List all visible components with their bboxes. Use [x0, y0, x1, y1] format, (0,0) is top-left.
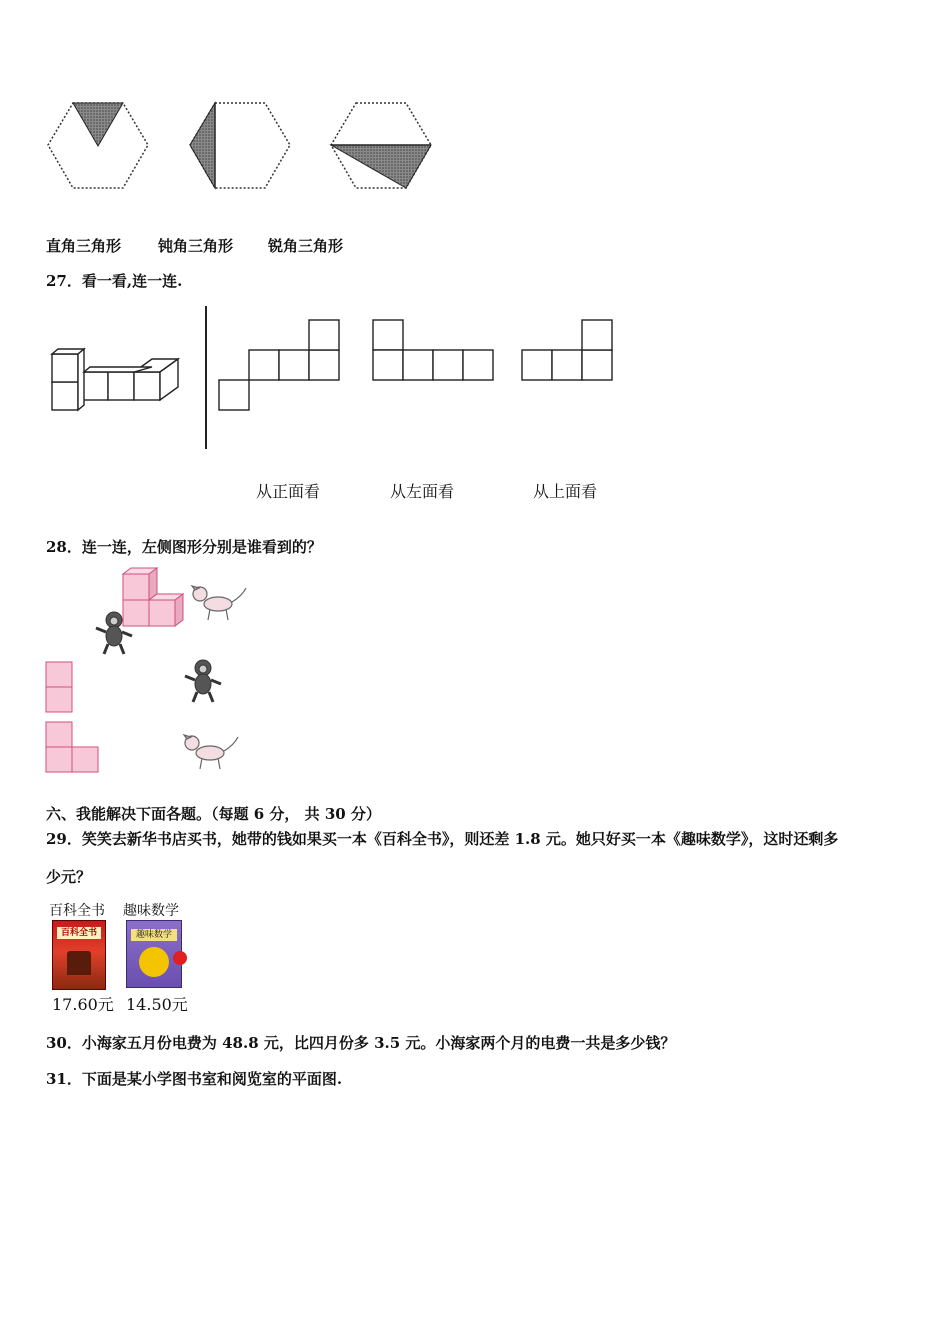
shaded-triangle: [190, 103, 215, 188]
q29-line2: 少元？: [46, 868, 92, 886]
book-title-2: 趣味数学: [123, 903, 179, 919]
triangle-label-right: 直角三角形: [46, 237, 122, 255]
q27-cube-solid: [48, 347, 188, 417]
label-top-view: 从上面看: [533, 482, 598, 501]
q27-prompt: 27．看一看,连一连.: [46, 272, 183, 290]
label-left-view: 从左面看: [390, 482, 455, 501]
divider-line: [205, 306, 207, 449]
dog-icon: [190, 582, 250, 622]
q30-text: 30．小海家五月份电费为 48.8 元，比四月份多 3.5 元。小海家两个月的电费一共是多少钱？: [46, 1034, 676, 1052]
sun-icon: [139, 947, 169, 977]
section-heading: 六、我能解决下面各题。（每题 6 分， 共 30 分）: [46, 805, 381, 823]
shaded-triangle: [331, 145, 431, 188]
q31-text: 31．下面是某小学图书室和阅览室的平面图.: [46, 1070, 343, 1088]
view-shape-3: [521, 318, 616, 383]
book-price-1: 17.60元: [52, 995, 114, 1014]
badge-icon: [173, 951, 187, 965]
label-front-view: 从正面看: [256, 482, 321, 501]
view-shape-1: [218, 318, 343, 413]
book-cover-1: [52, 920, 106, 990]
pink-view-2: [45, 721, 100, 773]
dog-icon: [182, 731, 242, 771]
hexagon-1: [45, 98, 155, 193]
triangle-label-obtuse: 钝角三角形: [158, 237, 234, 255]
triangle-label-acute: 锐角三角形: [268, 237, 344, 255]
q29-line1: 29．笑笑去新华书店买书，她带的钱如果买一本《百科全书》，则还差 1.8 元。她只好买一本《趣味数学》，这时还剩多: [46, 830, 839, 848]
temple-icon: [67, 951, 91, 975]
book-cover-2: [126, 920, 182, 988]
monkey-icon: [181, 658, 226, 703]
book-title-1: 百科全书: [49, 903, 105, 919]
q28-prompt: 28．连一连，左侧图形分别是谁看到的？: [46, 538, 322, 556]
view-shape-2: [372, 318, 497, 383]
book-price-2: 14.50元: [126, 995, 188, 1014]
hexagon-2: [187, 98, 297, 193]
book-cover-2-title: 趣味数学: [131, 929, 177, 941]
monkey-icon: [92, 610, 137, 655]
book-cover-1-title: 百科全书: [57, 927, 101, 939]
pink-view-1: [45, 661, 75, 713]
hexagon-3: [328, 98, 438, 193]
shaded-triangle: [73, 103, 123, 146]
